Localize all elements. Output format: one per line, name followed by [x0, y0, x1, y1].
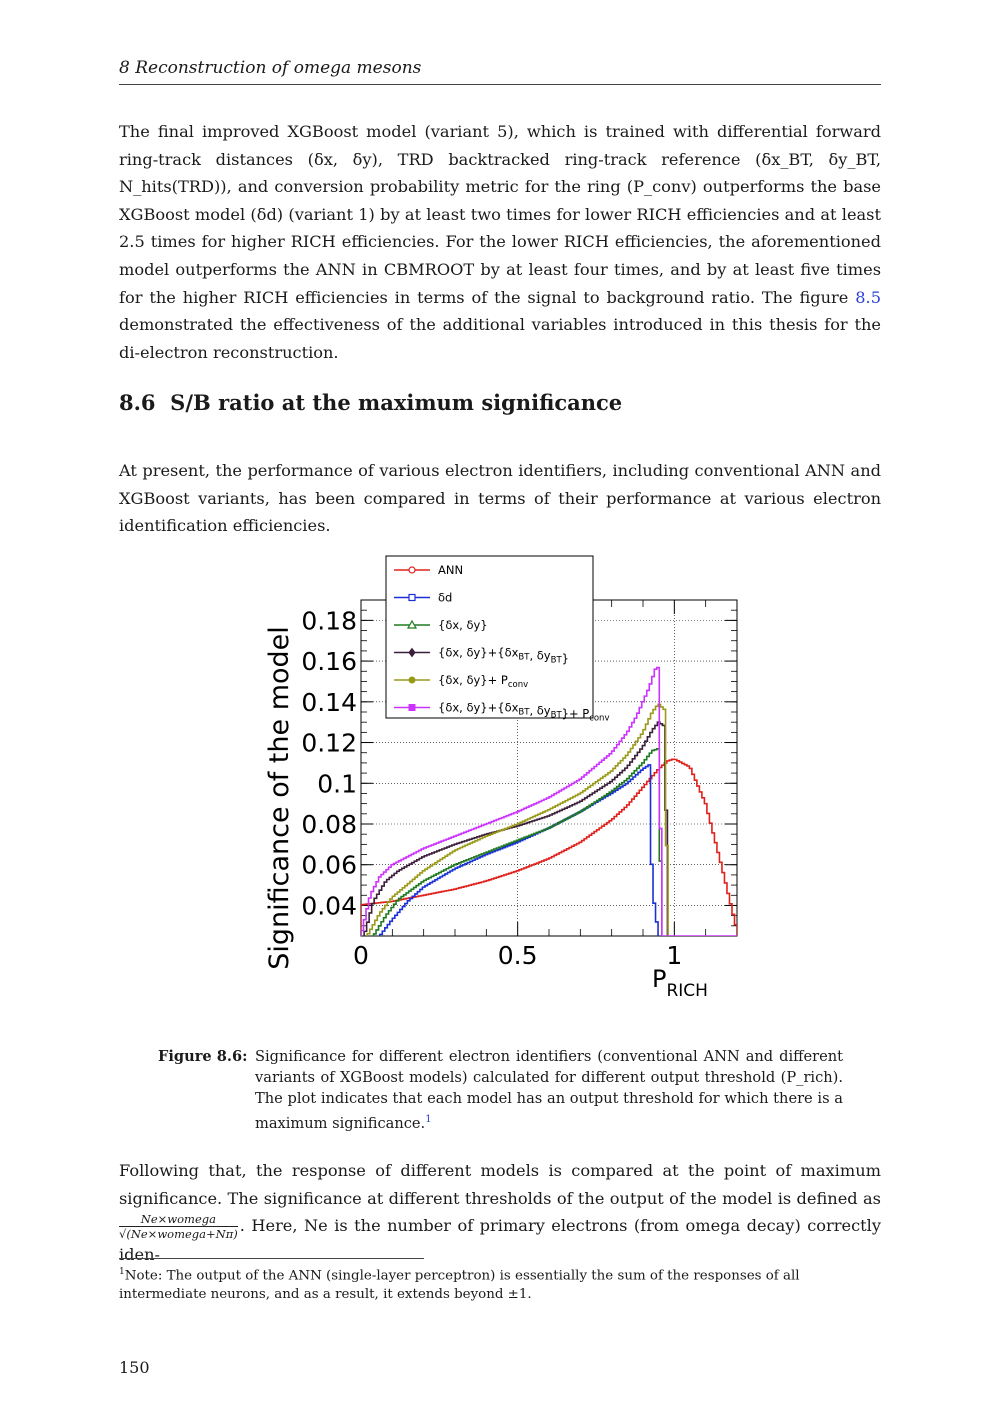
- legend-box: [386, 556, 593, 718]
- formula-numerator: Ne×womega: [119, 1212, 238, 1227]
- x-tick-label: 0.5: [497, 941, 538, 970]
- significance-chart: [250, 550, 770, 1010]
- paragraph-3: [119, 1157, 881, 1269]
- formula-denominator: √(Ne×womega+Nπ): [119, 1227, 238, 1242]
- y-tick-label: 0.14: [301, 687, 357, 717]
- legend-marker: [409, 705, 415, 711]
- x-axis-label: $P_{RICH}$: [652, 965, 708, 1001]
- footnote-divider: [119, 1258, 424, 1259]
- legend-marker: [409, 595, 415, 601]
- section-heading: [119, 390, 622, 415]
- legend-marker: [409, 567, 415, 573]
- figure-plot: [250, 550, 770, 1010]
- x-tick-labels: [353, 941, 682, 970]
- legend-entry-1: ANN: [438, 563, 464, 577]
- legend-entry-6: {δx, $\delta y\}+\{\delta x_{BT}$, $\delta y_{BT}\}+ P_{conv}$: [438, 700, 610, 724]
- paragraph-3-text-end: . Here, Ne is the number of primary electrons (from omega decay) correctly iden-: [119, 1216, 881, 1265]
- section-title: S/B ratio at the maximum significance: [170, 390, 623, 415]
- caption-text: Significance for different electron identifiers (conventional ANN and different variants of XGBoost models) calculated for different output threshold (P_rich). The plot indicates that each model has an output threshold for which there is a maximum significance.: [255, 1048, 843, 1132]
- legend-entry-3: {δx, δy}: [438, 618, 488, 632]
- paragraph-3-text: Following that, the response of different models is compared at the point of maximum significance. The significance at different thresholds of the output of the model is defined as: [119, 1161, 881, 1208]
- figure-reference-link[interactable]: 8.5: [855, 287, 881, 307]
- paragraph-2: At present, the performance of various electron identifiers, including conventional ANN and XGBoost variants, has been compared in terms of their performance at various electron identification efficiencies.: [119, 461, 881, 536]
- y-tick-labels: [301, 606, 357, 920]
- legend-entry-5: {δx, $\delta y\}+ P_{conv}$: [438, 673, 529, 690]
- footnote: [119, 1263, 881, 1304]
- y-tick-label: 0.08: [301, 810, 357, 839]
- x-tick-label: 1: [666, 941, 683, 970]
- paragraph-1-text: The final improved XGBoost model (variant 5), which is trained with differential forward ring-track distances (δx, δy), TRD backtracked ring-track reference (δx_BT, δy_BT, N_hits(TRD)), and conversion probability metric for the ring (P_conv) outperforms the base XGBoost model (δd) (variant 1) by at least two times for lower RICH efficiencies and at least 2.5 times for higher RICH efficiencies. For the lower RICH efficiencies, the aforementioned model outperforms the ANN in CBMROOT by at least four times, and by at least five times for the higher RICH efficiencies in terms of the signal to background ratio. The figure: [119, 122, 881, 307]
- y-tick-label: 0.04: [301, 891, 357, 921]
- page-number: 150: [119, 1358, 150, 1377]
- footnote-text: Note: The output of the ANN (single-layer perceptron) is essentially the sum of the responses of all intermediate neurons, and as a result, it extends beyond ±1.: [119, 1268, 800, 1303]
- running-head: 8 Reconstruction of omega mesons: [119, 58, 881, 85]
- y-tick-label: 0.18: [301, 606, 357, 636]
- figure-label: Figure 8.6:: [158, 1048, 248, 1065]
- y-tick-label: 0.1: [317, 769, 357, 799]
- caption-text-block: [255, 1046, 843, 1134]
- legend: [386, 556, 609, 724]
- paragraph-1-text-end: demonstrated the effectiveness of the additional variables introduced in this thesis for the di-electron reconstruction.: [119, 315, 881, 362]
- section-number: 8.6: [119, 390, 156, 415]
- legend-marker: [409, 677, 415, 683]
- y-axis-label: Significance of the model: [264, 626, 295, 970]
- y-tick-label: 0.16: [301, 647, 357, 677]
- y-tick-label: 0.06: [301, 850, 357, 880]
- significance-formula: [119, 1212, 238, 1241]
- footnote-mark: 1: [119, 1267, 125, 1277]
- paragraph-1: [119, 118, 881, 366]
- x-tick-label: 0: [353, 941, 369, 970]
- footnote-reference[interactable]: 1: [425, 1114, 432, 1125]
- legend-entry-2: δd: [438, 590, 453, 605]
- legend-entry-4: {δx, $\delta y\}+\{\delta x_{BT}$, $\delta y_{BT}$}: [438, 645, 569, 666]
- y-tick-label: 0.12: [301, 728, 357, 758]
